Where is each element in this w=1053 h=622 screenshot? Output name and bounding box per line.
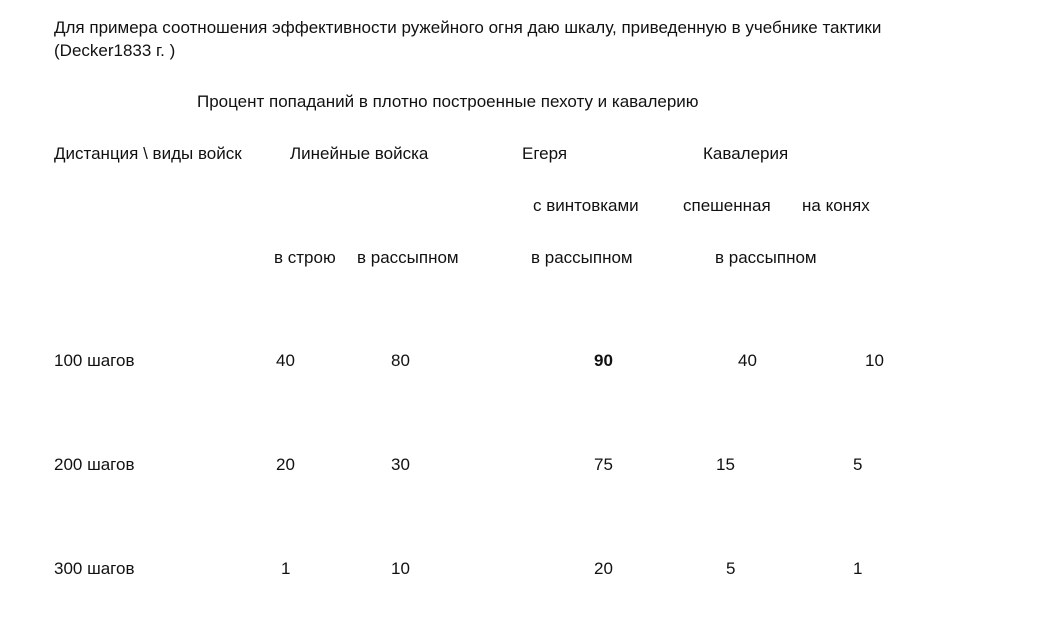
row-2-in-line: 20 [276,455,295,474]
table-title: Процент попаданий в плотно построенные пехоту и кавалерию [197,92,699,111]
row-1-mounted: 10 [865,351,884,370]
intro-line-2: (Decker1833 г. ) [54,41,176,60]
subheader-mounted: на конях [802,196,870,215]
row-2-dispersed: 30 [391,455,410,474]
subheader-in-line: в строю [274,248,336,267]
row-3-distance: 300 шагов [54,559,135,578]
intro-line-1: Для примера соотношения эффективности ружейного огня даю шкалу, приведенную в учебнике тактики [54,18,882,37]
header-line-troops: Линейные войска [290,144,429,163]
subheader-dismounted: спешенная [683,196,771,215]
header-distance: Дистанция \ виды войск [54,144,242,163]
row-3-mounted: 1 [853,559,863,578]
row-1-dispersed: 80 [391,351,410,370]
subheader-dispersed-line: в рассыпном [357,248,459,267]
row-2-mounted: 5 [853,455,863,474]
row-2-jaegers: 75 [594,455,613,474]
row-2-dismounted: 15 [716,455,735,474]
row-2-distance: 200 шагов [54,455,135,474]
row-1-dismounted: 40 [738,351,757,370]
row-3-dispersed: 10 [391,559,410,578]
row-1-jaegers: 90 [594,351,613,370]
header-cavalry: Кавалерия [703,144,789,163]
subheader-rifles: с винтовками [533,196,639,215]
row-3-dismounted: 5 [726,559,736,578]
row-3-jaegers: 20 [594,559,613,578]
row-1-in-line: 40 [276,351,295,370]
header-jaegers: Егеря [522,144,568,163]
subheader-dispersed-jaegers: в рассыпном [531,248,633,267]
row-3-in-line: 1 [281,559,291,578]
row-1-distance: 100 шагов [54,351,135,370]
subheader-dispersed-cavalry: в рассыпном [715,248,817,267]
